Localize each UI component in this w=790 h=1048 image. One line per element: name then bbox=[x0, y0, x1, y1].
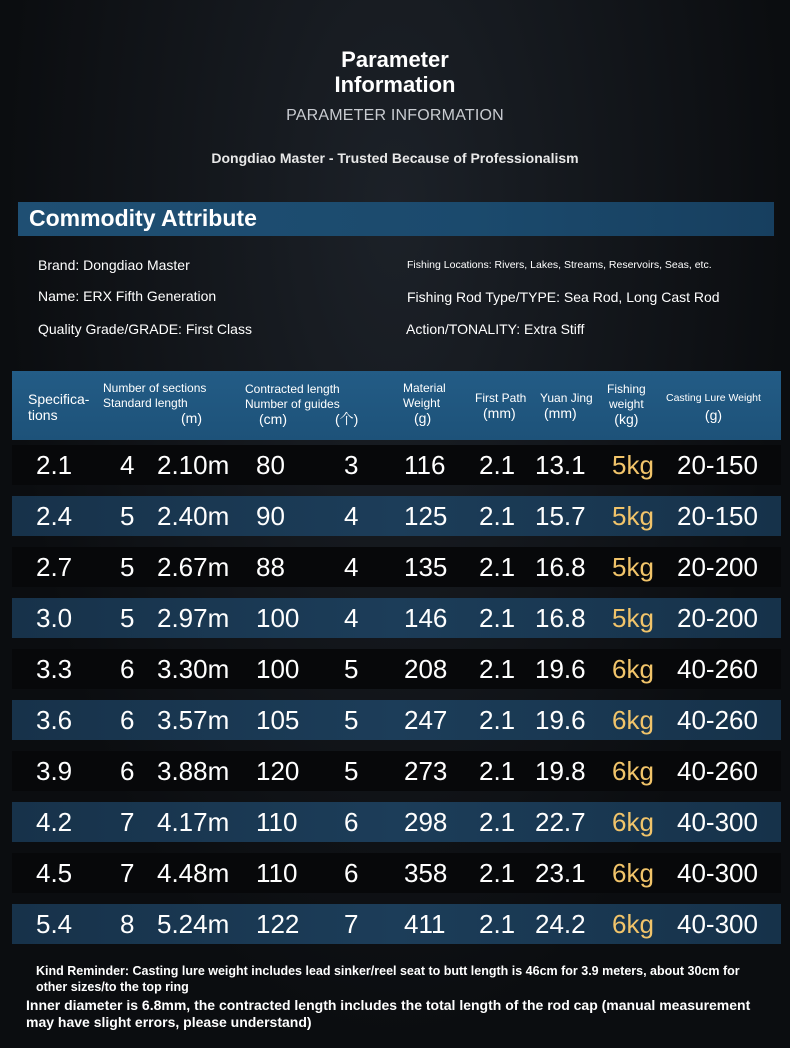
first-path-cell: 2.1 bbox=[479, 705, 516, 735]
first-path-cell: 2.1 bbox=[479, 603, 516, 633]
first-path-cell: 2.1 bbox=[479, 807, 516, 837]
contracted-length-cell: 100 bbox=[256, 603, 300, 633]
contracted-length-cell: 80 bbox=[256, 450, 285, 480]
casting-lure-weight-cell: 40-300 bbox=[677, 858, 758, 888]
table-row bbox=[12, 547, 781, 587]
standard-length-cell: 2.67m bbox=[157, 552, 230, 582]
casting-lure-weight-cell: 40-260 bbox=[677, 756, 758, 786]
fishing-weight-cell: 6kg bbox=[612, 858, 654, 888]
first-path-cell: 2.1 bbox=[479, 501, 516, 531]
note-line1: Kind Reminder: Casting lure weight includes lead sinker/reel seat to butt length is 46cm for 3.9 meters, about 30cm for bbox=[36, 964, 740, 978]
first-path-cell: 2.1 bbox=[479, 654, 516, 684]
attr-locations: Fishing Locations: Rivers, Lakes, Streams, Reservoirs, Seas, etc. bbox=[407, 259, 712, 271]
header-casting-lure-weight: Casting Lure Weight (g) bbox=[666, 392, 761, 423]
fishing-weight-cell: 5kg bbox=[612, 603, 654, 633]
material-weight-cell: 411 bbox=[404, 909, 446, 939]
spec-cell: 4.5 bbox=[36, 858, 73, 888]
header-fishing-weight: Fishing weight (kg) bbox=[607, 382, 646, 427]
header-spec: Specifica- tions bbox=[28, 391, 90, 423]
guides-cell: 7 bbox=[344, 909, 359, 939]
material-weight-cell: 135 bbox=[404, 552, 448, 582]
material-weight-cell: 116 bbox=[404, 450, 446, 480]
contracted-length-cell: 122 bbox=[256, 909, 300, 939]
casting-lure-weight-cell: 20-150 bbox=[677, 450, 758, 480]
fishing-weight-cell: 5kg bbox=[612, 501, 654, 531]
material-weight-cell: 125 bbox=[404, 501, 448, 531]
commodity-attribute-title: Commodity Attribute bbox=[29, 205, 257, 231]
sections-cell: 8 bbox=[120, 909, 135, 939]
attr-rod-type: Fishing Rod Type/TYPE: Sea Rod, Long Cast Rod bbox=[407, 289, 720, 305]
yuan-jing-cell: 19.6 bbox=[535, 705, 586, 735]
first-path-cell: 2.1 bbox=[479, 552, 516, 582]
standard-length-cell: 4.17m bbox=[157, 807, 230, 837]
table-row bbox=[12, 751, 781, 791]
fishing-weight-cell: 6kg bbox=[612, 705, 654, 735]
table-row bbox=[12, 802, 781, 842]
yuan-jing-cell: 19.6 bbox=[535, 654, 586, 684]
sections-cell: 5 bbox=[120, 552, 135, 582]
attr-action: Action/TONALITY: Extra Stiff bbox=[406, 321, 585, 337]
guides-cell: 3 bbox=[344, 450, 359, 480]
spec-cell: 2.7 bbox=[36, 552, 73, 582]
first-path-cell: 2.1 bbox=[479, 756, 516, 786]
contracted-length-cell: 90 bbox=[256, 501, 285, 531]
yuan-jing-cell: 19.8 bbox=[535, 756, 586, 786]
spec-cell: 5.4 bbox=[36, 909, 73, 939]
table-row bbox=[12, 496, 781, 536]
sections-cell: 6 bbox=[120, 705, 135, 735]
guides-cell: 6 bbox=[344, 807, 359, 837]
yuan-jing-cell: 16.8 bbox=[535, 552, 586, 582]
standard-length-cell: 4.48m bbox=[157, 858, 230, 888]
material-weight-cell: 358 bbox=[404, 858, 448, 888]
yuan-jing-cell: 24.2 bbox=[535, 909, 586, 939]
first-path-cell: 2.1 bbox=[479, 858, 516, 888]
spec-cell: 4.2 bbox=[36, 807, 73, 837]
guides-cell: 5 bbox=[344, 705, 359, 735]
standard-length-cell: 2.40m bbox=[157, 501, 230, 531]
page-title-line1: Parameter bbox=[341, 47, 449, 72]
first-path-cell: 2.1 bbox=[479, 450, 516, 480]
standard-length-cell: 3.30m bbox=[157, 654, 230, 684]
table-row bbox=[12, 853, 781, 893]
fishing-weight-cell: 5kg bbox=[612, 552, 654, 582]
sections-cell: 6 bbox=[120, 756, 135, 786]
contracted-length-cell: 105 bbox=[256, 705, 300, 735]
attr-grade: Quality Grade/GRADE: First Class bbox=[38, 321, 252, 337]
guides-cell: 4 bbox=[344, 603, 359, 633]
standard-length-cell: 2.97m bbox=[157, 603, 230, 633]
casting-lure-weight-cell: 40-260 bbox=[677, 654, 758, 684]
note-line3: Inner diameter is 6.8mm, the contracted length includes the total length of the rod cap (manual measurement bbox=[26, 997, 751, 1013]
table-row bbox=[12, 904, 781, 944]
yuan-jing-cell: 13.1 bbox=[535, 450, 586, 480]
fishing-weight-cell: 6kg bbox=[612, 807, 654, 837]
guides-cell: 4 bbox=[344, 501, 359, 531]
header-first-path: First Path (mm) bbox=[475, 391, 527, 421]
casting-lure-weight-cell: 40-260 bbox=[677, 705, 758, 735]
contracted-length-cell: 100 bbox=[256, 654, 300, 684]
sections-cell: 7 bbox=[120, 807, 135, 837]
material-weight-cell: 146 bbox=[404, 603, 448, 633]
attr-brand: Brand: Dongdiao Master bbox=[38, 257, 190, 273]
fishing-weight-cell: 6kg bbox=[612, 654, 654, 684]
sections-cell: 5 bbox=[120, 501, 135, 531]
fishing-weight-cell: 6kg bbox=[612, 909, 654, 939]
yuan-jing-cell: 22.7 bbox=[535, 807, 586, 837]
header-contracted: Contracted length Number of guides (cm) (个) bbox=[245, 382, 359, 427]
contracted-length-cell: 120 bbox=[256, 756, 300, 786]
table-row bbox=[12, 445, 781, 485]
header-material: Material Weight (g) bbox=[403, 381, 446, 426]
material-weight-cell: 208 bbox=[404, 654, 448, 684]
spec-cell: 2.1 bbox=[36, 450, 73, 480]
material-weight-cell: 273 bbox=[404, 756, 448, 786]
spec-cell: 3.3 bbox=[36, 654, 73, 684]
guides-cell: 5 bbox=[344, 654, 359, 684]
casting-lure-weight-cell: 20-200 bbox=[677, 603, 758, 633]
yuan-jing-cell: 15.7 bbox=[535, 501, 586, 531]
contracted-length-cell: 110 bbox=[256, 858, 298, 888]
fishing-weight-cell: 5kg bbox=[612, 450, 654, 480]
contracted-length-cell: 88 bbox=[256, 552, 285, 582]
table-row bbox=[12, 649, 781, 689]
material-weight-cell: 298 bbox=[404, 807, 448, 837]
casting-lure-weight-cell: 20-200 bbox=[677, 552, 758, 582]
guides-cell: 6 bbox=[344, 858, 359, 888]
table-row bbox=[12, 598, 781, 638]
sections-cell: 7 bbox=[120, 858, 135, 888]
first-path-cell: 2.1 bbox=[479, 909, 516, 939]
guides-cell: 4 bbox=[344, 552, 359, 582]
standard-length-cell: 3.88m bbox=[157, 756, 230, 786]
yuan-jing-cell: 16.8 bbox=[535, 603, 586, 633]
sections-cell: 4 bbox=[120, 450, 135, 480]
contracted-length-cell: 110 bbox=[256, 807, 298, 837]
fishing-weight-cell: 6kg bbox=[612, 756, 654, 786]
casting-lure-weight-cell: 40-300 bbox=[677, 807, 758, 837]
header-sections: Number of sections Standard length (m) bbox=[103, 381, 207, 426]
page-subtitle: PARAMETER INFORMATION bbox=[286, 107, 504, 124]
spec-cell: 3.0 bbox=[36, 603, 73, 633]
note-line4: may have slight errors, please understand) bbox=[26, 1014, 312, 1030]
standard-length-cell: 3.57m bbox=[157, 705, 230, 735]
standard-length-cell: 2.10m bbox=[157, 450, 230, 480]
slogan: Dongdiao Master - Trusted Because of Professionalism bbox=[211, 150, 579, 166]
note-line2: other sizes/to the top ring bbox=[36, 980, 189, 994]
sections-cell: 6 bbox=[120, 654, 135, 684]
yuan-jing-cell: 23.1 bbox=[535, 858, 586, 888]
commodity-attribute-bar bbox=[18, 202, 774, 236]
casting-lure-weight-cell: 40-300 bbox=[677, 909, 758, 939]
page-title-line2: Information bbox=[334, 72, 456, 97]
guides-cell: 5 bbox=[344, 756, 359, 786]
spec-cell: 2.4 bbox=[36, 501, 73, 531]
casting-lure-weight-cell: 20-150 bbox=[677, 501, 758, 531]
spec-cell: 3.6 bbox=[36, 705, 73, 735]
table-header bbox=[12, 371, 781, 440]
spec-cell: 3.9 bbox=[36, 756, 73, 786]
sections-cell: 5 bbox=[120, 603, 135, 633]
standard-length-cell: 5.24m bbox=[157, 909, 230, 939]
table-row bbox=[12, 700, 781, 740]
material-weight-cell: 247 bbox=[404, 705, 448, 735]
header-yuan-jing: Yuan Jing (mm) bbox=[540, 391, 593, 421]
attr-name: Name: ERX Fifth Generation bbox=[38, 288, 217, 304]
